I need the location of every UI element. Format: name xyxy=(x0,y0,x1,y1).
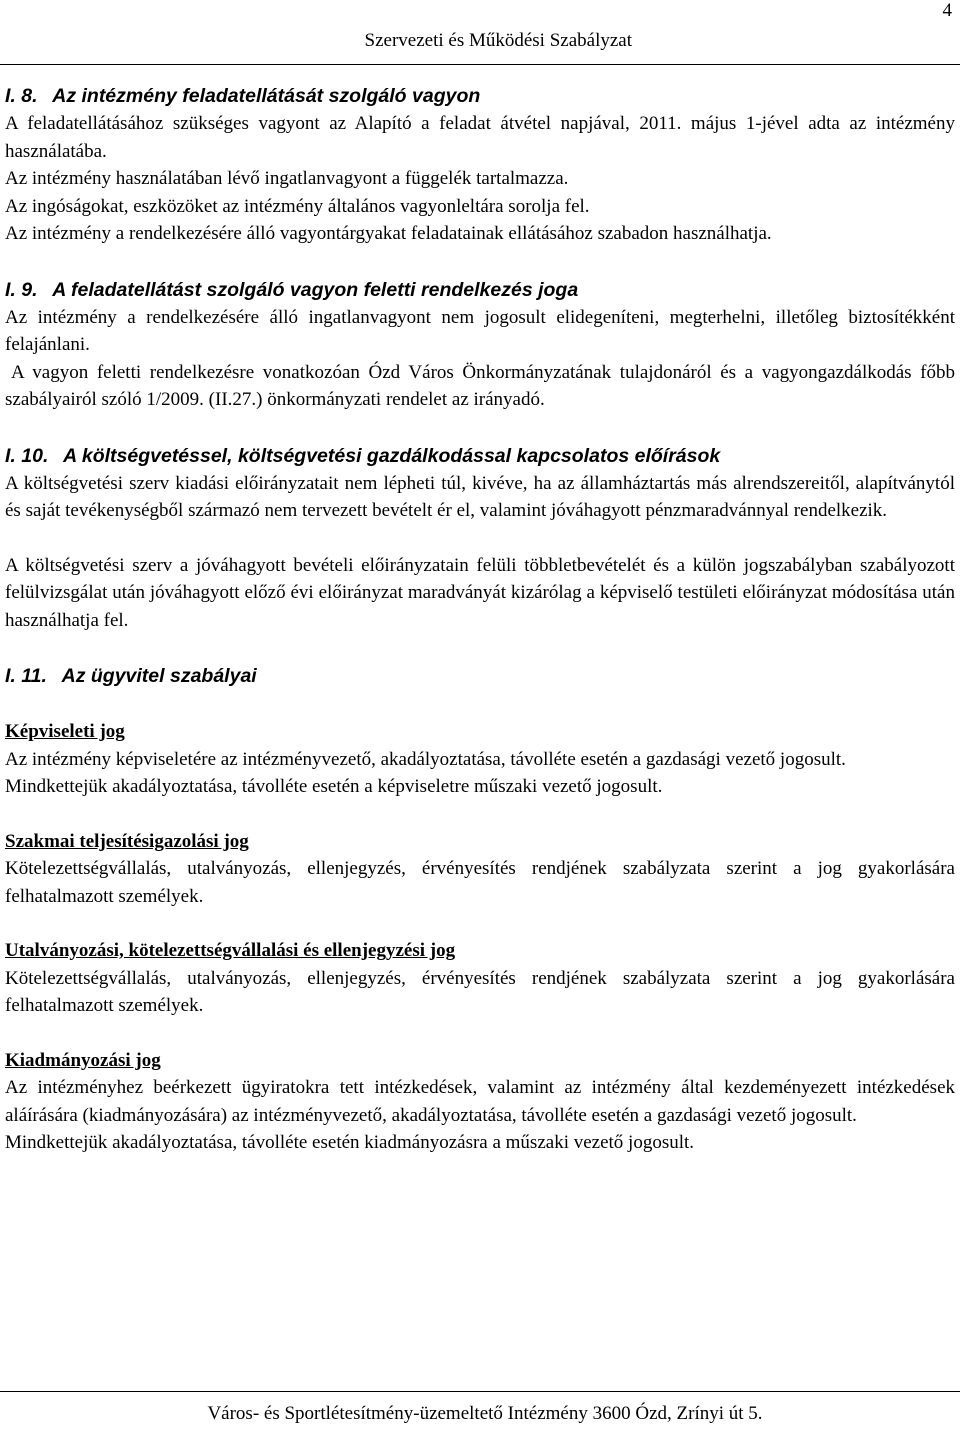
paragraph: Az ingóságokat, eszközöket az intézmény általános vagyonleltára sorolja fel. xyxy=(5,195,590,217)
paragraph: Kötelezettségvállalás, utalványozás, ellenjegyzés, érvényesítés rendjének szabályzata szerint a jog gyakorlására felhatalmazott személyek. xyxy=(5,858,955,907)
page-number: 4 xyxy=(942,0,952,21)
section-heading-10 xyxy=(5,442,955,470)
section-title: Az intézmény feladatellátását szolgáló vagyon xyxy=(52,85,481,107)
document-body xyxy=(5,82,955,1157)
section-number: I. 9. xyxy=(5,278,38,301)
paragraph: Az intézmény a rendelkezésére álló vagyontárgyakat feladatainak ellátásához szabadon használhatja. xyxy=(5,223,772,244)
section-heading-8 xyxy=(5,82,955,110)
subheading-kiadmanyozasi-jog: Kiadmányozási jog xyxy=(5,1049,161,1071)
paragraph: Az intézmény a rendelkezésére álló ingatlanvagyont nem jogosult elidegeníteni, megterhelni, illetőleg biztosítékként felajánlani. xyxy=(5,306,955,355)
section-title: A feladatellátást szolgáló vagyon feletti rendelkezés joga xyxy=(52,278,579,301)
paragraph: Az intézmény képviseletére az intézményvezető, akadályoztatása, távolléte esetén a gazdasági vezető jogosult. xyxy=(5,748,846,770)
section-number: I. 10. xyxy=(5,444,49,467)
section-heading-9 xyxy=(5,276,955,304)
paragraph: Kötelezettségvállalás, utalványozás, ellenjegyzés, érvényesítés rendjének szabályzata szerint a jog gyakorlására felhatalmazott személyek. xyxy=(5,967,955,1016)
paragraph: Az intézmény használatában lévő ingatlanvagyont a függelék tartalmazza. xyxy=(5,168,569,189)
paragraph: Mindkettejük akadályoztatása, távolléte esetén kiadmányozásra a műszaki vezető jogosult. xyxy=(5,1132,695,1153)
section-heading-11 xyxy=(5,662,955,690)
header-title: Szervezeti és Működési Szabályzat xyxy=(364,30,632,51)
paragraph: Az intézményhez beérkezett ügyiratokra tett intézkedések, valamint az intézmény által kezdeményezett intézkedések aláírására (kiadmányozására) az intézményvezető, akadályoztatása, távolléte esetén a gazdasági vezető jogosult. xyxy=(5,1077,955,1126)
page-footer xyxy=(0,1391,960,1424)
subheading-utalvanyozasi-jog: Utalványozási, kötelezettségvállalási és ellenjegyzési jog xyxy=(5,940,456,961)
section-title: Az ügyvitel szabályai xyxy=(61,665,257,687)
paragraph: A feladatellátásához szükséges vagyont az Alapító a feladat átvétel napjával, 2011. május 1-jével adta az intézmény használatába. xyxy=(5,113,955,162)
paragraph: A költségvetési szerv a jóváhagyott bevételi előirányzatain felüli többletbevételét és a külön jogszabályban szabályozott felülvizsgálat után jóváhagyott előző évi előirányzat maradványát kizárólag a képviselő testületi előirányzat módosítása után használhatja fel. xyxy=(5,554,955,631)
subheading-kepviseleti-jog: Képviseleti jog xyxy=(5,721,125,742)
paragraph: A költségvetési szerv kiadási előirányzatait nem lépheti túl, kivéve, ha az államháztartás más alrendszereitől, alapítványtól és saját tevékenységből származó nem tervezett bevételt ér el, valamint jóváhagyott pénzmaradvánnyal rendelkezik. xyxy=(5,472,955,521)
subheading-szakmai-teljesitesigazolasi-jog: Szakmai teljesítésigazolási jog xyxy=(5,830,249,852)
section-title: A költségvetéssel, költségvetési gazdálkodással kapcsolatos előírások xyxy=(63,444,721,467)
paragraph: A vagyon feletti rendelkezésre vonatkozóan Ózd Város Önkormányzatának tulajdonáról és a vagyongazdálkodás főbb szabályairól szóló 1/2009. (II.27.) önkormányzati rendelet az irányadó. xyxy=(5,361,955,410)
paragraph: Mindkettejük akadályoztatása, távolléte esetén a képviseletre műszaki vezető jogosult. xyxy=(5,776,663,797)
section-number: I. 11. xyxy=(5,665,47,687)
footer-text: Város- és Sportlétesítmény-üzemeltető Intézmény 3600 Ózd, Zrínyi út 5. xyxy=(207,1403,763,1424)
section-number: I. 8. xyxy=(5,85,38,107)
page-header xyxy=(0,30,960,65)
